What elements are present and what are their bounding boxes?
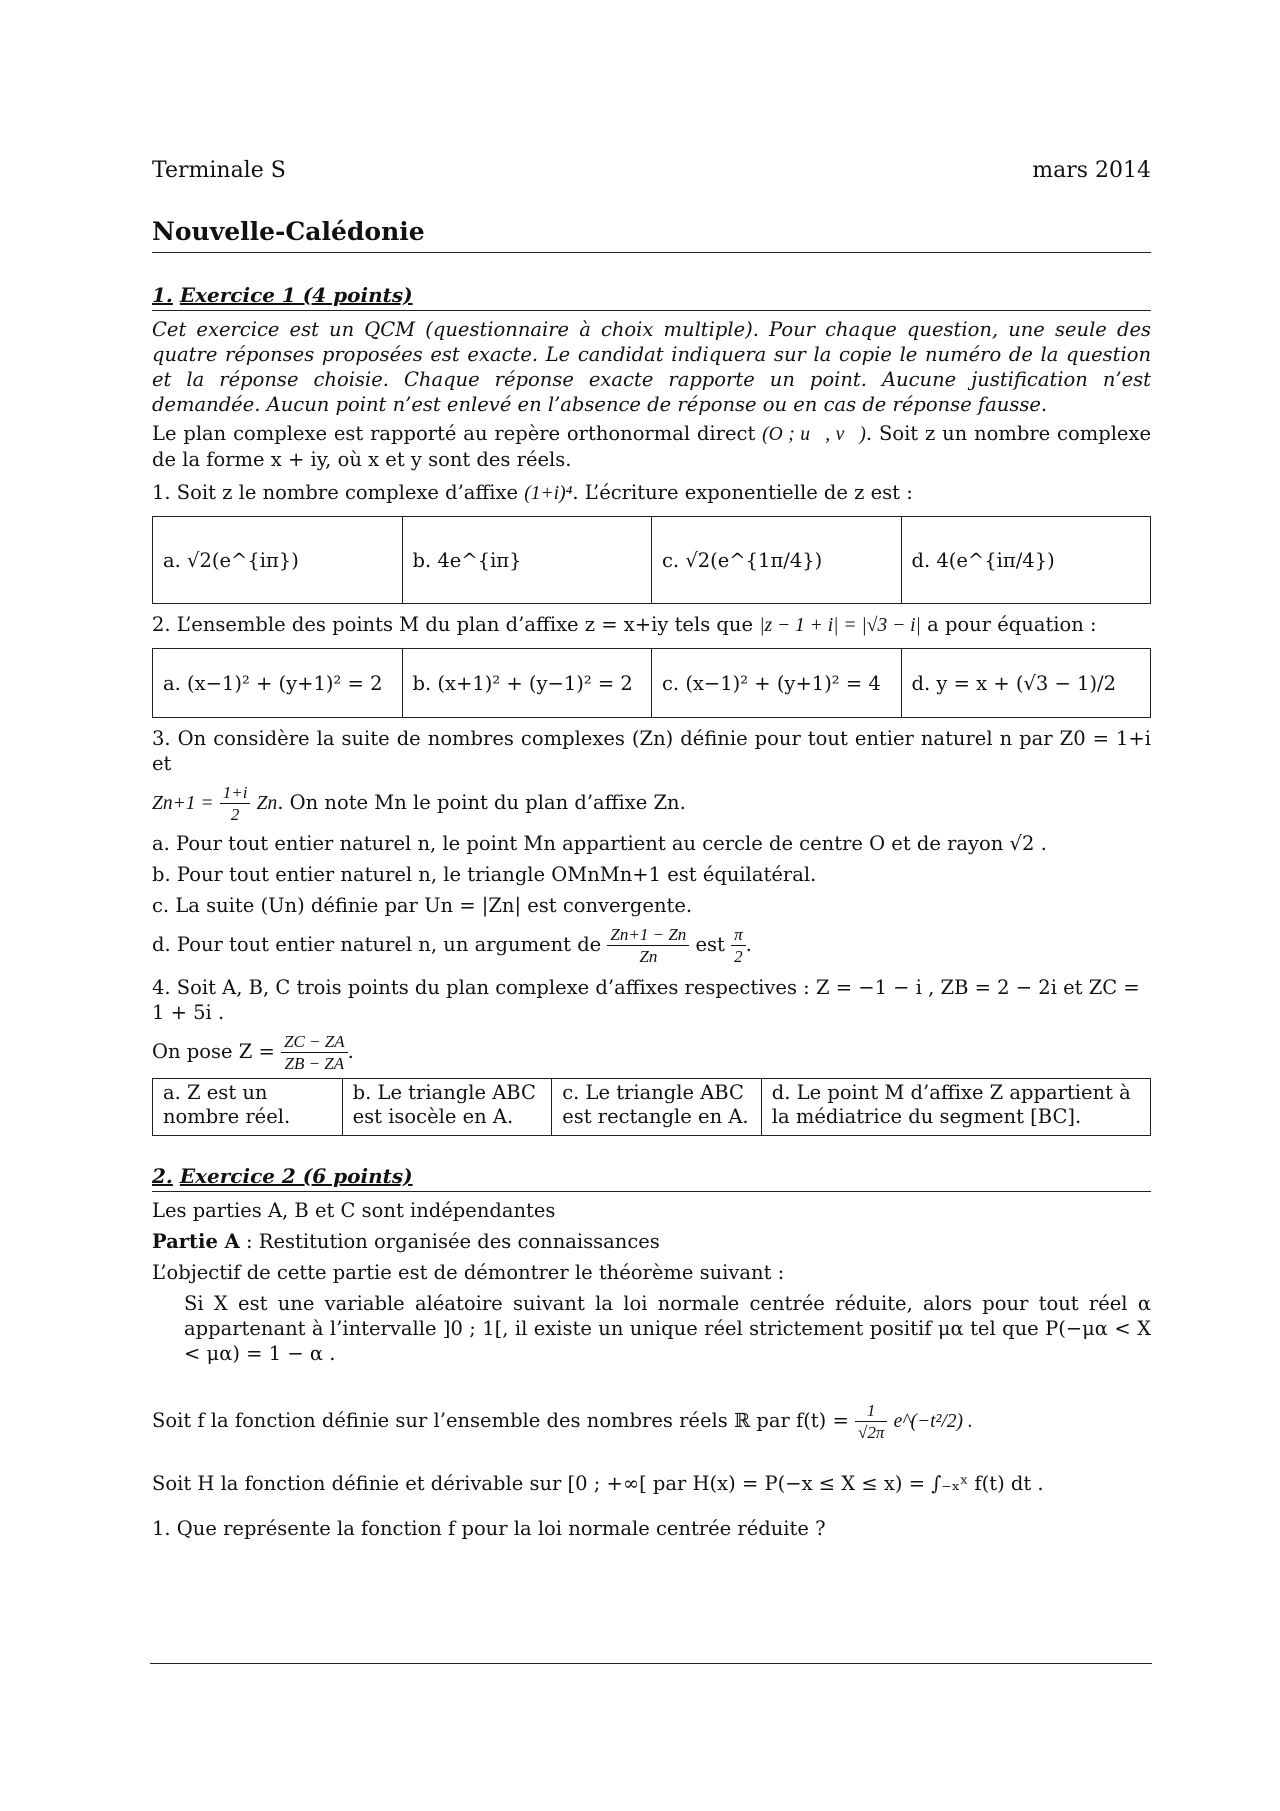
ex2-theorem: Si X est une variable aléatoire suivant la loi normale centrée réduite, alors pour tout réel α appartenant à l’intervalle ]0 ; 1[, il existe un unique réel strictement positif μα tel que P(−μα < X < μα) = 1 − α . [184,1292,1151,1365]
ex2-objective: L’objectif de cette partie est de démontrer le théorème suivant : [152,1261,785,1284]
header-class: Terminale S [152,158,286,183]
question-4-definition: On pose Z = $\frac{ZC - ZA}{ZB - ZA}$ . [152,1032,354,1073]
exercise-1-title: Exercice 1 (4 points) [179,283,413,307]
q3-option-c: c. La suite (Un) définie par Un = |Zn| est convergente. [152,894,693,917]
q1-choice-a: a. √2(e^{iπ}) [153,517,403,604]
question-2: 2. L’ensemble des points M du plan d’affixe z = x+iy tels que |z − 1 + i| = |√3 − i| a pour équation : [152,613,1097,636]
exercise-1-number: 1. [152,283,173,307]
H-definition: Soit H la fonction définie et dérivable sur [0 ; +∞[ par H(x) = P(−x ≤ X ≤ x) = ∫₋ₓˣ f(t) dt . [152,1472,1044,1495]
f-fraction: $\frac{1}{√2\pi}$ [855,1400,887,1443]
q3-option-d: d. Pour tout entier naturel n, un argument de $\frac{Zn+1 - Zn}{Zn}$ est $\frac{\pi}{2}$ . [152,925,752,966]
q1-expression: (1+i)⁴ [524,483,573,504]
part-a-label: Partie A [152,1230,240,1253]
exercise-1-intro: Cet exercice est un QCM (questionnaire à choix multiple). Pour chaque question, une seule des quatre réponses proposées est exacte. Le candidat indiquera sur la copie le numéro de la question et la réponse choisie. Chaque réponse exacte rapporte un point. Aucune justification n’est demandée. Aucun point n’est enlevé en l’absence de réponse ou en cas de réponse fausse. [152,318,1151,416]
q4-choice-c: c. Le triangle ABC est rectangle en A. [552,1079,762,1136]
ex2-question-1: 1. Que représente la fonction f pour la loi normale centrée réduite ? [152,1517,826,1540]
q2-expression: |z − 1 + i| = |√3 − i| [759,615,921,636]
f-definition: Soit f la fonction définie sur l’ensemble des nombres réels ℝ par f(t) = $\frac{1}{√2\pi}$ e^(−t²/2) . [152,1401,973,1442]
page [152,158,1151,1541]
ex2-part-a: Partie A : Restitution organisée des connaissances [152,1230,660,1253]
q2-choice-d: d. y = x + (√3 − 1)/2 [901,649,1151,718]
q4-choice-a: a. Z est un nombre réel. [153,1079,343,1136]
document-title: Nouvelle-Calédonie [152,217,1151,253]
question-4-choices [152,1078,1151,1136]
question-3: 3. On considère la suite de nombres complexes (Zn) définie pour tout entier naturel n par Z0 = 1+i et [152,727,1151,775]
exercise-2-number: 2. [152,1164,173,1188]
q1-choice-c: c. √2(e^{1π/4}) [652,517,902,604]
page-header [152,158,1151,183]
question-1: 1. Soit z le nombre complexe d’affixe (1+i)⁴. L’écriture exponentielle de z est : [152,481,913,504]
exercise-1-heading [152,283,1151,311]
q2-choice-a: a. (x−1)² + (y+1)² = 2 [153,649,403,718]
q1-choice-d: d. 4(e^{iπ/4}) [901,517,1151,604]
q3-option-b: b. Pour tout entier naturel n, le triangle OMnMn+1 est équilatéral. [152,863,817,886]
question-4: 4. Soit A, B, C trois points du plan complexe d’affixes respectives : Z = −1 − i , ZB = 2 − 2i et ZC = 1 + 5i . [152,976,1140,1024]
frame-notation: (O ; u⃗, v⃗) [762,424,866,445]
question-1-choices [152,516,1151,604]
q4-choice-d: d. Le point M d’affixe Z appartient à la médiatrice du segment [BC]. [761,1079,1150,1136]
ex2-parts-note: Les parties A, B et C sont indépendantes [152,1199,556,1222]
page-bottom-rule [150,1663,1152,1664]
header-date: mars 2014 [1032,158,1151,183]
q3-option-a: a. Pour tout entier naturel n, le point Mn appartient au cercle de centre O et de rayon √2 . [152,832,1047,855]
exercise-2-heading [152,1164,1151,1192]
exercise-2-title: Exercice 2 (6 points) [179,1164,413,1188]
q3-fraction: $\frac{1+i}{2}$ [220,782,251,825]
q3d-pi-fraction: $\frac{\pi}{2}$ [731,924,746,967]
q4-fraction: $\frac{ZC - ZA}{ZB - ZA}$ [281,1031,348,1074]
q2-choice-c: c. (x−1)² + (y+1)² = 4 [652,649,902,718]
q2-choice-b: b. (x+1)² + (y−1)² = 2 [402,649,652,718]
q4-choice-b: b. Le triangle ABC est isocèle en A. [342,1079,552,1136]
question-3-recurrence: Zn+1 = $\frac{1+i}{2}$ Zn. On note Mn le point du plan d’affixe Zn. [152,783,686,824]
q3d-fraction: $\frac{Zn+1 - Zn}{Zn}$ [607,924,689,967]
q1-choice-b: b. 4e^{iπ} [402,517,652,604]
exercise-1-context: Le plan complexe est rapporté au repère orthonormal direct (O ; u⃗, v⃗). Soit z un nombre complexe de la forme x + iy, où x et y sont des réels. [152,422,1152,471]
question-2-choices [152,648,1151,718]
